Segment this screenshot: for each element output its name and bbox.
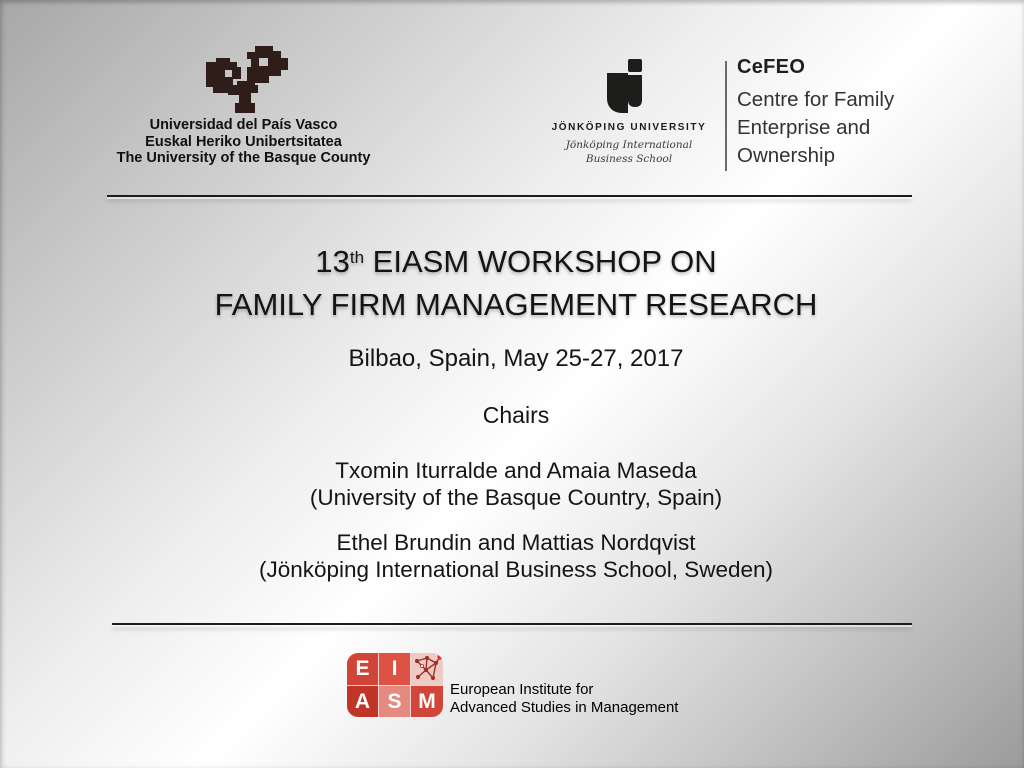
chairs-heading: Chairs (482, 402, 550, 428)
chair-names: Txomin Iturralde and Amaia Maseda (335, 458, 697, 483)
bottom-divider-line (112, 623, 912, 625)
cefeo-caption (737, 86, 894, 170)
chair-group-2 (4, 529, 1024, 583)
jonkoping-school-caption (529, 138, 729, 166)
upv-caption-line3: The University of the Basque County (116, 150, 371, 166)
jonkoping-school-line2: Business School (585, 153, 673, 165)
title-line1-rest: EIASM WORKSHOP ON (364, 244, 717, 279)
title-ordinal-superscript: th (349, 248, 365, 267)
eiasm-tile-i: I (379, 653, 410, 685)
cefeo-caption-line1: Centre for Family (737, 88, 895, 111)
slide-title-line1 (4, 243, 1024, 286)
jonkoping-university-wordmark: JÖNKÖPING UNIVERSITY (551, 122, 707, 133)
eiasm-caption-line2: Advanced Studies in Management (450, 699, 679, 716)
eiasm-network-tile (411, 653, 443, 685)
eiasm-tile-s: S (379, 686, 410, 717)
header-vertical-divider (725, 61, 727, 171)
slide-title-line2: FAMILY FIRM MANAGEMENT RESEARCH (214, 286, 818, 322)
title-number: 13 (315, 244, 350, 279)
eiasm-tile-a: A (347, 686, 378, 717)
jonkoping-j-logo-icon (607, 59, 643, 113)
eiasm-tile-e: E (347, 653, 378, 685)
eiasm-caption-line1: European Institute for (450, 681, 594, 698)
upv-ehu-logo-icon (203, 46, 288, 113)
chair-names: Ethel Brundin and Mattias Nordqvist (336, 530, 696, 555)
cefeo-caption-line3: Ownership (737, 144, 835, 167)
upv-caption-line1: Universidad del País Vasco (149, 117, 338, 133)
cefeo-acronym: CeFEO (737, 56, 806, 78)
chair-affiliation: (Jönköping International Business School, Sweden) (258, 557, 774, 582)
chair-affiliation: (University of the Basque Country, Spain) (309, 485, 723, 510)
eiasm-logo (347, 653, 443, 717)
slide-title (4, 243, 1024, 323)
top-divider-line (107, 195, 912, 197)
upv-caption-line2: Euskal Heriko Unibertsitatea (145, 133, 342, 150)
eiasm-caption (450, 681, 678, 717)
cefeo-caption-line2: Enterprise and (737, 116, 871, 139)
date-location: Bilbao, Spain, May 25-27, 2017 (348, 345, 684, 372)
jonkoping-school-line1: Jönköping International (565, 139, 693, 151)
upv-caption (83, 117, 404, 167)
eiasm-tile-m: M (411, 686, 443, 717)
chair-group-1 (4, 457, 1024, 511)
network-icon (411, 653, 443, 685)
